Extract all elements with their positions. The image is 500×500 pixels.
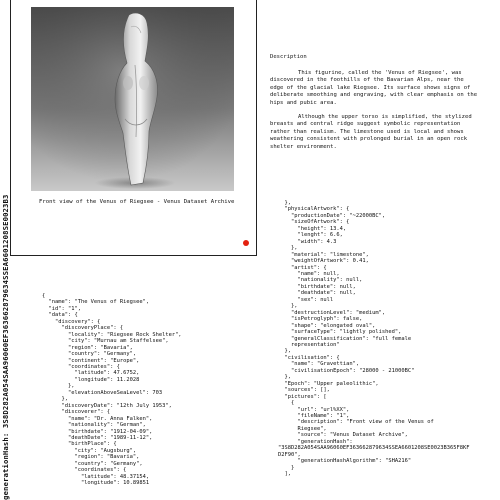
figurine-photo [31,7,234,191]
metadata-json-right: }, "physicalArtwork": { "productionDate": "~22000BC", "sizeOfArtwork": { "height": 13.4, "lenght": 6.6, "width": 4.3 }, "material": "limestone", "weightOfArtwork": 0.41, "artist": { "name": null, "nationality": null, "birthdate": null, "deathdate": null, "sex": null }, "destructionLevel": "medium", "isPetroglyph": false, "shape": "elongated oval", "surfaceType": "lightly polished", "generalClassification": "full female representation" }, "civilisation": { "name": "Gravettian", "civilisationEpoch": "28000 - 21000BC" }, "Epoch": "Upper paleolithic", "sources": [], "pictures": [ { "url": "url%XX", "fileName": "1", "description": "Front view of the Venus of Riegsee", "source": "Venus Dataset Archive", "generationHash": "3S8D282A054SAA96060EF363662879634SSEA6601208SE0023B365F8KF D2F90", "generationHashAlgorithm": "SHA216" } ], [278,200,470,478]
photo-frame [10,0,257,256]
red-status-dot [243,240,249,246]
generation-hash-label: generationHash: 3S8D282A054SAA96060EF363662879634SSEA6601208SE0023B3 [1,194,10,500]
description-block [270,54,478,158]
photo-caption: Front view of the Venus of Riegsee - Venus Dataset Archive [39,199,235,205]
description-paragraph-2: Although the upper torso is simplified, the stylized breasts and central ridge suggest symbolic representation rather than realism. The limestone used is local and shows weathering consistent with prolonged burial in an open rock shelter environment. [270,113,472,150]
description-paragraph-1: This figurine, called the 'Venus of Riegsee', was discovered in the foothills of the Bavarian Alps, near the edge of the glacial lake Riegsee. Its surface shows signs of deliberate smoothing and engraving, with clear emphasis on the hips and pubic area. [270,69,478,106]
metadata-json-left: { "name": "The Venus of Riegsee", "id": "1", "data": { "discovery": { "discoveryPlace": { "locality": "Riegsee Rock Shelter", "city": "Murnau am Staffelsee", "region": "Bavaria", "country": "Germany", "continent": "Europe", "coordinates": { "latitude": 47.6752, "longitude": 11.2028 }, "elevationAboveSeaLevel": 703 }, "discoveryDate": "12th July 1953", "discoverer": { "name": "Dr. Anna Falken", "nationality": "German", "birthdate": "1912-04-09", "deathDate": "1989-11-12", "birthPlace": { "city": "Augsburg", "region": "Bavaria", "country": "Germany", "coordinates": { "latitude": 48.37154, "longitude": 10.89851 [42,293,182,487]
figurine-image [31,7,234,191]
description-heading: Description [270,54,307,60]
